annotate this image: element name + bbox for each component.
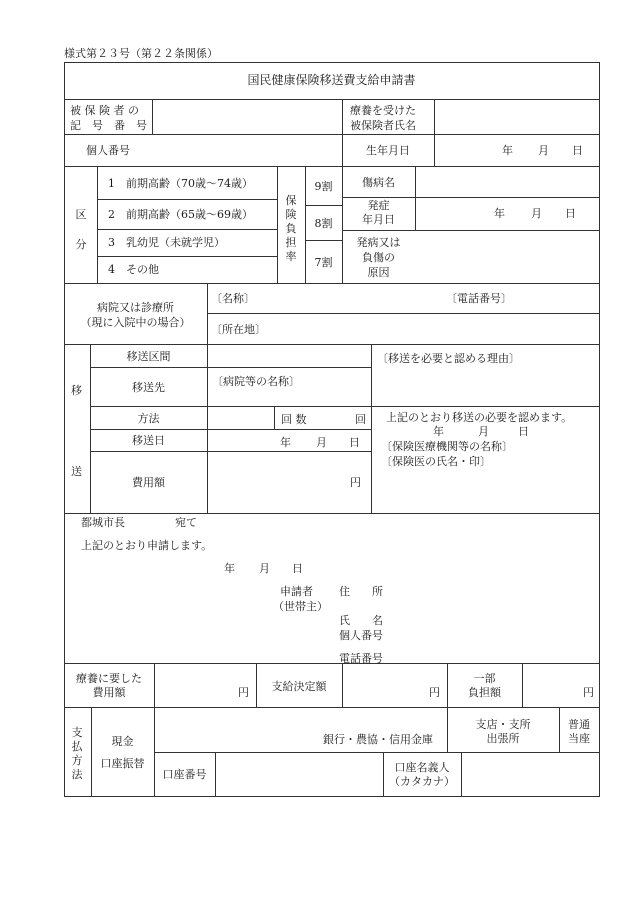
cause-label-line1: 発病又は <box>356 236 401 249</box>
medical-institution-label: 〔保険医療機関等の名称〕 <box>381 440 513 453</box>
application-year-unit: 年 <box>224 562 235 575</box>
personal-number-label: 個人番号 <box>86 144 130 157</box>
transport-reason-label: 〔移送を必要と認める理由〕 <box>377 352 520 365</box>
account-holder-label-line2: （カタカナ） <box>389 775 455 788</box>
transport-date-label: 移送日 <box>132 434 165 447</box>
transport-day-unit: 日 <box>349 436 360 449</box>
decided-amount-label: 支給決定額 <box>271 680 327 693</box>
transport-label-bottom: 送 <box>71 465 82 478</box>
applicant-address-label: 住 所 <box>339 585 383 598</box>
copay-label-line1: 一部 <box>473 672 496 685</box>
payment-method-label: 支払方法 <box>71 726 83 781</box>
destination-hint: 〔病院等の名称〕 <box>212 375 300 388</box>
category-label: 区分 <box>75 208 87 251</box>
onset-date-label-line1: 発症 <box>367 199 390 212</box>
birthdate-label: 生年月日 <box>366 144 410 157</box>
medical-cost-label-line2: 費用額 <box>92 686 126 699</box>
account-holder-label-line1: 口座名義人 <box>394 761 450 774</box>
count-label: 回 数 <box>281 413 307 426</box>
medical-cost-yen-unit: 円 <box>238 686 249 699</box>
onset-month-unit: 月 <box>531 207 542 220</box>
insured-name-label-line2: 被保険者氏名 <box>350 119 416 132</box>
transport-label-top: 移 <box>71 384 82 397</box>
disease-label: 傷病名 <box>362 176 395 189</box>
account-type-current: 当座 <box>568 732 590 745</box>
birth-month-unit: 月 <box>538 144 549 157</box>
birth-year-unit: 年 <box>502 144 513 157</box>
householder-label: （世帯主） <box>273 600 328 613</box>
applicant-phone-label: 電話番号 <box>339 652 383 665</box>
account-type-ordinary: 普通 <box>568 718 590 731</box>
form-number: 様式第２３号（第２２条関係） <box>64 47 218 60</box>
method-label: 方法 <box>137 412 160 425</box>
form-title: 国民健康保険移送費支給申請書 <box>247 73 416 87</box>
rate-70-percent: 7割 <box>314 256 333 269</box>
hospital-name-label: 〔名称〕 <box>211 292 255 305</box>
onset-day-unit: 日 <box>565 207 576 220</box>
insured-id-label-line2: 記 号 番 号 <box>70 119 147 132</box>
onset-year-unit: 年 <box>494 207 505 220</box>
transport-month-unit: 月 <box>316 436 327 449</box>
hospital-phone-label: 〔電話番号〕 <box>446 292 512 305</box>
hospital-label-line2: （現に入院中の場合） <box>80 316 191 329</box>
medical-cost-label-line1: 療養に要した <box>76 672 142 685</box>
branch-label-line2: 出張所 <box>486 732 520 745</box>
applicant-label: 申請者 <box>280 585 313 598</box>
certify-year-unit: 年 <box>433 425 444 438</box>
rate-80-percent: 8割 <box>314 217 333 230</box>
decided-amount-yen-unit: 円 <box>429 686 440 699</box>
addressee: 都城市長 <box>81 516 125 529</box>
account-number-label: 口座番号 <box>162 768 207 781</box>
destination-label: 移送先 <box>132 381 165 394</box>
application-month-unit: 月 <box>259 562 270 575</box>
application-statement: 上記のとおり申請します。 <box>81 539 213 552</box>
cause-label-line2: 負傷の <box>362 251 395 264</box>
cause-label-line3: 原因 <box>367 266 390 279</box>
category-option-3: 3 乳幼児（未就学児） <box>108 236 225 249</box>
account-transfer-option: 口座振替 <box>100 757 145 770</box>
category-option-2: 2 前期高齢（65歳～69歳） <box>108 208 253 221</box>
copay-yen-unit: 円 <box>583 686 594 699</box>
bank-type-options: 銀行・農協・信用金庫 <box>323 733 433 746</box>
hospital-address-label: 〔所在地〕 <box>211 323 266 336</box>
birth-day-unit: 日 <box>572 144 583 157</box>
transport-year-unit: 年 <box>280 436 291 449</box>
cost-unit: 円 <box>350 476 361 489</box>
insured-name-label-line1: 療養を受けた <box>350 104 416 117</box>
certify-text: 上記のとおり移送の必要を認めます。 <box>386 411 573 424</box>
certify-month-unit: 月 <box>478 425 489 438</box>
applicant-personal-number-label: 個人番号 <box>339 629 383 642</box>
count-unit: 回 <box>355 413 366 426</box>
doctor-name-label: 〔保険医の氏名・印〕 <box>381 455 491 468</box>
certify-day-unit: 日 <box>518 425 529 438</box>
onset-date-label-line2: 年月日 <box>362 213 395 226</box>
cost-label: 費用額 <box>132 476 165 489</box>
branch-label-line1: 支店・支所 <box>475 718 531 731</box>
transport-section-label: 移送区間 <box>126 350 171 363</box>
category-option-4: 4 その他 <box>108 263 159 276</box>
insured-id-label-line1: 被 保 険 者 の <box>70 104 139 117</box>
hospital-label-line1: 病院又は診療所 <box>97 301 174 314</box>
copay-label-line2: 負担額 <box>468 686 501 699</box>
category-option-1: 1 前期高齢（70歳～74歳） <box>108 177 253 190</box>
applicant-name-label: 氏 名 <box>339 614 383 627</box>
addressee-suffix: 宛て <box>175 516 197 529</box>
application-day-unit: 日 <box>292 562 303 575</box>
rate-90-percent: 9割 <box>314 180 333 193</box>
cash-option: 現金 <box>111 735 134 748</box>
insurance-rate-label: 保険負担率 <box>285 194 297 263</box>
